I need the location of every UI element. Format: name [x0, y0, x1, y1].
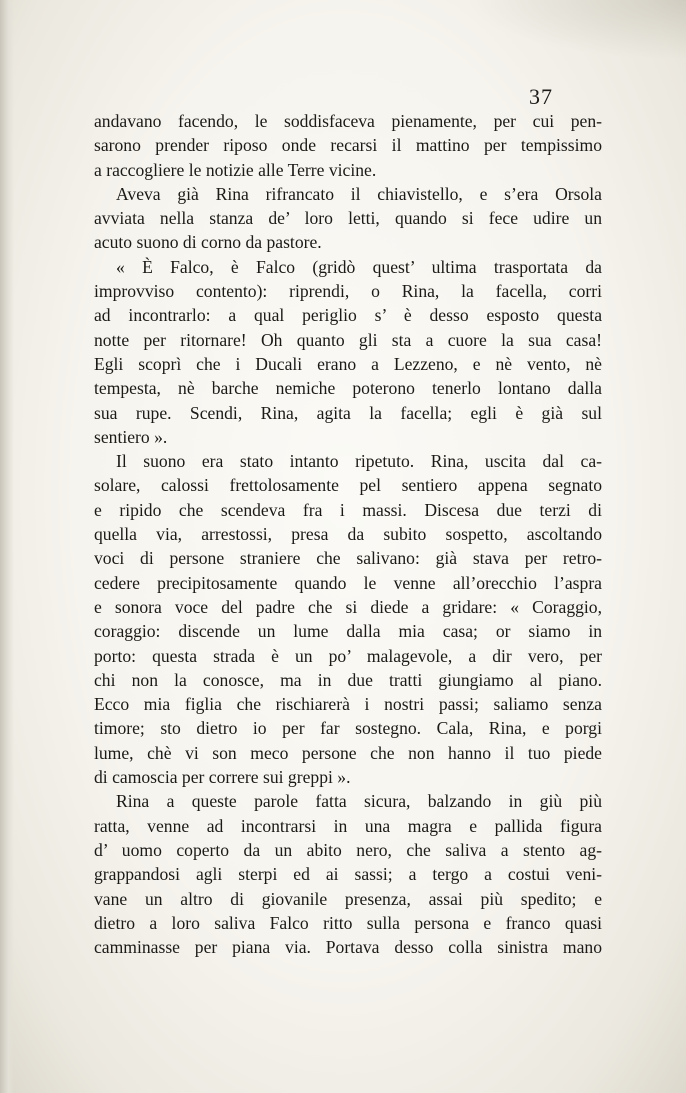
page-number: 37 [529, 84, 553, 109]
text-line: a raccogliere le notizie alle Terre vicine. [94, 159, 377, 180]
text-line: tempesta, nè barche nemiche poterono tenerlo lontano dalla [94, 378, 602, 399]
text-line: sentiero ». [94, 426, 168, 447]
text-line: improvviso contento): riprendi, o Rina, la facella, corri [94, 281, 602, 302]
text-line: e sonora voce del padre che si diede a gridare: « Coraggio, [94, 596, 602, 617]
text-line: solare, calossi frettolosamente pel sentiero appena segnato [94, 475, 602, 496]
text-line: porto: questa strada è un po’ malagevole, a dir vero, per [94, 645, 602, 666]
text-line: ad incontrarlo: a qual periglio s’ è desso esposto questa [94, 305, 602, 326]
text-line: « È Falco, è Falco (gridò quest’ ultima trasportata da [116, 256, 602, 277]
text-line: Il suono era stato intanto ripetuto. Rina, uscita dal ca- [116, 451, 602, 472]
text-line: di camoscia per correre sui greppi ». [94, 767, 351, 788]
text-line: cedere precipitosamente quando le venne all’orecchio l’aspra [94, 572, 602, 593]
text-line: Rina a queste parole fatta sicura, balzando in giù più [116, 791, 602, 812]
text-line: Aveva già Rina rifrancato il chiavistello, e s’era Orsola [116, 183, 602, 204]
text-line: dietro a loro saliva Falco ritto sulla persona e franco quasi [94, 912, 602, 933]
text-line: notte per ritornare! Oh quanto gli sta a cuore la sua casa! [94, 329, 602, 350]
text-line: sua rupe. Scendi, Rina, agita la facella; egli è già sul [94, 402, 602, 423]
text-line: acuto suono di corno da pastore. [94, 232, 322, 253]
text-line: voci di persone straniere che salivano: già stava per retro- [94, 548, 602, 569]
text-line: chi non la conosce, ma in due tratti giungiamo al piano. [94, 669, 602, 690]
body-text [94, 109, 602, 959]
text-line: camminasse per piana via. Portava desso colla sinistra mano [94, 937, 602, 958]
text-line: ratta, venne ad incontrarsi in una magra e pallida figura [94, 815, 602, 836]
page-binding-edge [0, 0, 14, 1093]
text-line: lume, chè vi son meco persone che non hanno il tuo piede [94, 742, 602, 763]
text-line: timore; sto dietro io per far sostegno. Cala, Rina, e porgi [94, 718, 602, 739]
text-line: d’ uomo coperto da un abito nero, che saliva a stento ag- [94, 839, 602, 860]
text-line: e ripido che scendeva fra i massi. Discesa due terzi di [94, 499, 602, 520]
text-line: coraggio: discende un lume dalla mia casa; or siamo in [94, 621, 602, 642]
text-line: quella via, arrestossi, presa da subito sospetto, ascoltando [94, 524, 602, 545]
text-line: Ecco mia figlia che rischiarerà i nostri passi; saliamo senza [94, 694, 602, 715]
text-line: sarono prender riposo onde recarsi il mattino per tempissimo [94, 135, 602, 156]
text-line: andavano facendo, le soddisfaceva pienamente, per cui pen- [94, 111, 602, 131]
page-corner-shadow [466, 0, 686, 60]
text-line: avviata nella stanza de’ loro letti, quando si fece udire un [94, 208, 602, 229]
text-line: grappandosi agli sterpi ed ai sassi; a tergo a costui veni- [94, 864, 602, 885]
text-line: Egli scoprì che i Ducali erano a Lezzeno, e nè vento, nè [94, 353, 602, 374]
text-line: vane un altro di giovanile presenza, assai più spedito; e [94, 888, 602, 909]
